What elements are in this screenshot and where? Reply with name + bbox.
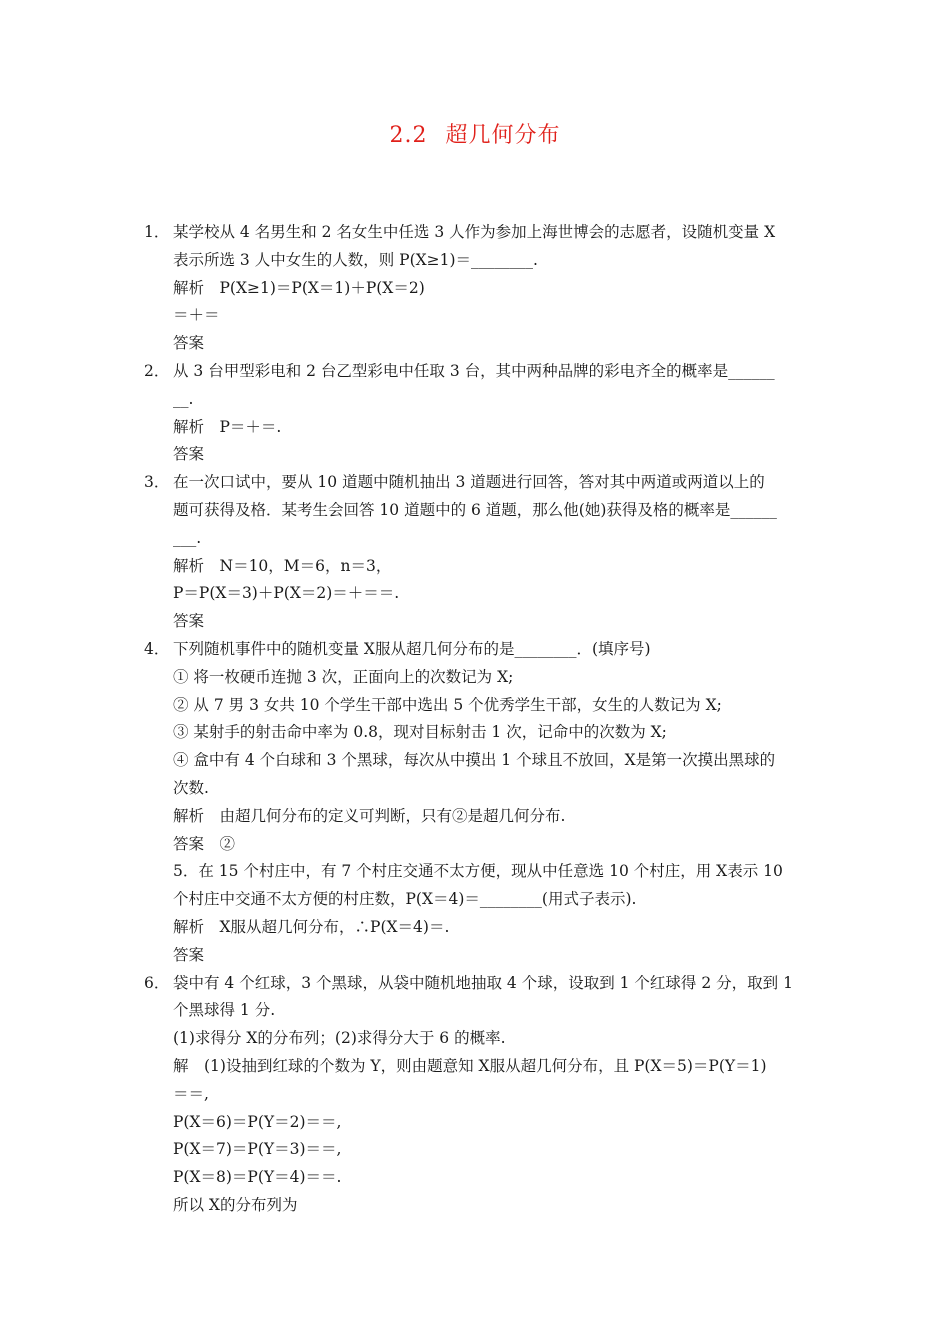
text-line	[144, 330, 814, 358]
text-line	[144, 970, 814, 998]
text-line	[144, 497, 814, 525]
text-line	[144, 942, 814, 970]
text-line	[144, 302, 814, 330]
text-line	[144, 580, 814, 608]
question-number: 2．	[144, 361, 170, 380]
text-line	[144, 358, 814, 386]
question-number: 3．	[144, 473, 170, 492]
text-line	[144, 775, 814, 803]
line-text: ___.	[173, 528, 202, 547]
line-text: P＝P(X＝3)＋P(X＝2)＝＋＝＝.	[173, 584, 400, 603]
text-line	[144, 831, 814, 859]
section-title: 超几何分布	[445, 123, 561, 148]
line-text: (1)求得分 X的分布列；(2)求得分大于 6 的概率.	[173, 1029, 506, 1048]
line-text: 所以 X的分布列为	[173, 1195, 298, 1214]
line-text: 个黑球得 1 分.	[173, 1001, 276, 1020]
text-line	[144, 1025, 814, 1053]
line-text: 解析 X服从超几何分布，∴P(X＝4)＝.	[173, 917, 450, 936]
line-text: 解析 P＝＋＝.	[173, 417, 282, 436]
line-text: ＝＋＝	[173, 306, 220, 325]
line-text: __.	[173, 389, 194, 408]
text-line	[144, 664, 814, 692]
text-line	[144, 469, 814, 497]
line-text: 答案	[173, 945, 205, 964]
question-text: 在一次口试中，要从 10 道题中随机抽出 3 道题进行回答，答对其中两道或两道以上的	[173, 473, 765, 492]
text-line	[144, 886, 814, 914]
text-line	[144, 692, 814, 720]
question-text: 从 3 台甲型彩电和 2 台乙型彩电中任取 3 台，其中两种品牌的彩电齐全的概率是______	[173, 361, 775, 380]
line-text: 答案	[173, 334, 205, 353]
text-line	[144, 1192, 814, 1220]
question-text: 袋中有 4 个红球，3 个黑球，从袋中随机地抽取 4 个球，设取到 1 个红球得 2 分，取到 1	[173, 973, 793, 992]
text-line	[144, 414, 814, 442]
page-title	[0, 118, 950, 149]
exercise-content	[144, 219, 814, 1220]
text-line	[144, 747, 814, 775]
text-line	[144, 1109, 814, 1137]
line-text: 次数.	[173, 778, 209, 797]
line-text: ④ 盒中有 4 个白球和 3 个黑球，每次从中摸出 1 个球且不放回，X是第一次摸出黑球的	[173, 751, 776, 770]
text-line	[144, 636, 814, 664]
text-line	[144, 1164, 814, 1192]
line-text: ③ 某射手的射击命中率为 0.8，现对目标射击 1 次，记命中的次数为 X;	[173, 723, 667, 742]
text-line	[144, 997, 814, 1025]
question-number: 6．	[144, 973, 170, 992]
question-number: 1．	[144, 223, 170, 241]
line-text: 答案 ②	[173, 834, 236, 853]
line-text: P(X＝8)＝P(Y＝4)＝＝.	[173, 1168, 342, 1187]
question-text: 下列随机事件中的随机变量 X服从超几何分布的是________．(填序号)	[173, 639, 651, 658]
line-text: 答案	[173, 612, 205, 631]
line-text: 表示所选 3 人中女生的人数，则 P(X≥1)＝________.	[173, 250, 538, 269]
text-line	[144, 553, 814, 581]
line-text: 个村庄中交通不太方便的村庄数，P(X＝4)＝________(用式子表示).	[173, 890, 637, 909]
line-text: 答案	[173, 445, 205, 464]
line-text: 解 (1)设抽到红球的个数为 Y，则由题意知 X服从超几何分布，且 P(X＝5)＝P(Y＝1)	[173, 1056, 767, 1075]
text-line	[144, 608, 814, 636]
line-text: 题可获得及格．某考生会回答 10 道题中的 6 道题，那么他(她)获得及格的概率是______	[173, 500, 777, 519]
question-text: 某学校从 4 名男生和 2 名女生中任选 3 人作为参加上海世博会的志愿者，设随机变量 X	[173, 223, 776, 241]
line-text: 解析 P(X≥1)＝P(X＝1)＋P(X＝2)	[173, 278, 425, 297]
text-line	[144, 803, 814, 831]
text-line	[144, 858, 814, 886]
text-line	[144, 1081, 814, 1109]
line-text: 解析 由超几何分布的定义可判断，只有②是超几何分布.	[173, 806, 566, 825]
line-text: 5．在 15 个村庄中，有 7 个村庄交通不太方便，现从中任意选 10 个村庄，用 X表示 10	[173, 862, 783, 881]
text-line	[144, 914, 814, 942]
question-number: 4．	[144, 639, 170, 658]
text-line	[144, 441, 814, 469]
line-text: 解析 N＝10，M＝6，n＝3，	[173, 556, 392, 575]
text-line	[144, 219, 814, 247]
text-line	[144, 1053, 814, 1081]
line-text: P(X＝7)＝P(Y＝3)＝＝,	[173, 1140, 342, 1159]
text-line	[144, 247, 814, 275]
text-line	[144, 275, 814, 303]
line-text: P(X＝6)＝P(Y＝2)＝＝,	[173, 1112, 342, 1131]
text-line	[144, 719, 814, 747]
line-text: ＝＝,	[173, 1084, 209, 1103]
text-line	[144, 386, 814, 414]
text-line	[144, 1136, 814, 1164]
line-text: ② 从 7 男 3 女共 10 个学生干部中选出 5 个优秀学生干部，女生的人数记为 X;	[173, 695, 722, 714]
section-number: 2.2	[389, 123, 428, 148]
line-text: ① 将一枚硬币连抛 3 次，正面向上的次数记为 X;	[173, 667, 514, 686]
text-line	[144, 525, 814, 553]
